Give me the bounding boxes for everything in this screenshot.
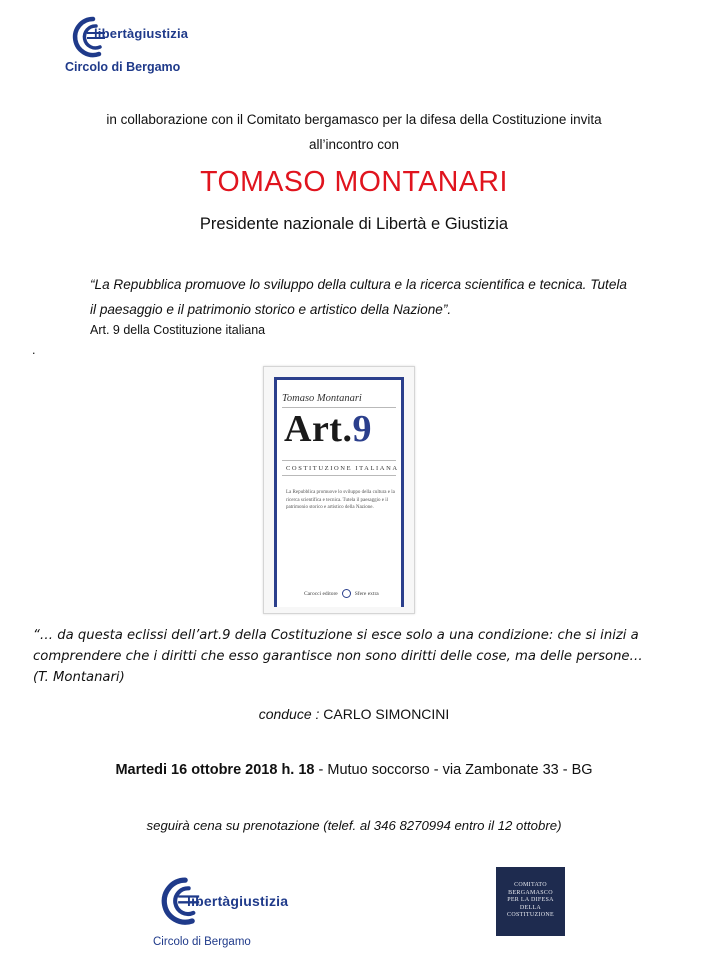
committee-badge-line-5: COSTITUZIONE — [507, 912, 554, 918]
committee-badge-line-1: COMITATO — [514, 882, 547, 888]
book-mid-rule — [282, 460, 396, 461]
footer-logo-word-suffix: giustizia — [230, 893, 289, 909]
stray-dot: . — [32, 343, 36, 357]
event-location: - Mutuo soccorso - via Zambonate 33 - BG — [314, 762, 593, 778]
author-quote-line-2: comprendere che i diritti che esso garantisce non sono diritti delle cose, ma delle persone… — [33, 649, 643, 664]
speaker-name: TOMASO MONTANARI — [200, 166, 508, 198]
book-title — [284, 407, 372, 451]
dinner-note: seguirà cena su prenotazione (telef. al 346 8270994 entro il 12 ottobre) — [146, 818, 562, 833]
committee-badge-line-2: BERGAMASCO — [508, 889, 553, 896]
moderator-name: CARLO SIMONCINI — [323, 706, 450, 722]
header-logo-word-suffix: giustizia — [134, 26, 189, 41]
book-blurb: La Repubblica promuove lo sviluppo della cultura e la ricerca scientifica e tecnica. Tutela il paesaggio e il patrimonio storico e artistico della Nazione. — [286, 490, 395, 510]
author-quote-line-3: (T. Montanari) — [33, 670, 125, 685]
book-publisher-left: Carocci editore — [304, 590, 338, 597]
footer-logo — [150, 872, 310, 952]
moderator-line — [0, 706, 708, 722]
book-publisher — [304, 589, 379, 598]
header-logo — [63, 12, 203, 80]
book-lower-rule — [282, 475, 396, 476]
article-quote-line-1: “La Repubblica promuove lo sviluppo della cultura e la ricerca scientifica e tecnica. Tutela — [90, 277, 627, 292]
footer-logo-wordmark — [187, 893, 288, 909]
book-author: Tomaso Montanari — [282, 393, 362, 404]
committee-badge — [496, 867, 565, 936]
book-title-main: Art. — [284, 408, 353, 450]
footer-logo-subtitle: Circolo di Bergamo — [153, 936, 251, 948]
publisher-logo-icon — [342, 589, 351, 598]
event-line — [0, 762, 708, 778]
speaker-role: Presidente nazionale di Libertà e Giustizia — [199, 215, 509, 233]
header-logo-word-prefix: libertà — [94, 26, 135, 41]
article-quote-source: Art. 9 della Costituzione italiana — [90, 323, 266, 337]
book-title-number: 9 — [352, 408, 372, 450]
committee-badge-line-3: PER LA DIFESA — [507, 897, 554, 903]
moderator-label: conduce : — [258, 706, 320, 722]
intro-line-1: in collaborazione con il Comitato bergamasco per la difesa della Costituzione invita — [106, 112, 602, 127]
book-series: COSTITUZIONE ITALIANA — [286, 465, 399, 472]
author-quote — [33, 625, 693, 688]
header-logo-subtitle: Circolo di Bergamo — [65, 60, 181, 74]
committee-badge-line-4: DELLA — [519, 904, 542, 911]
event-date-time: Martedi 16 ottobre 2018 h. 18 — [115, 762, 315, 778]
author-quote-line-1: “… da questa eclissi dell’art.9 della Costituzione si esce solo a una condizione: che si inizi a — [33, 628, 639, 643]
book-publisher-right: Sfere extra — [354, 590, 379, 597]
book-cover-image — [263, 366, 415, 614]
header-logo-wordmark — [94, 26, 188, 41]
article-quote-line-2: il paesaggio e il patrimonio storico e artistico della Nazione”. — [90, 302, 452, 317]
footer-logo-word-prefix: libertà — [187, 893, 231, 909]
intro-line-2: all’incontro con — [308, 137, 400, 152]
